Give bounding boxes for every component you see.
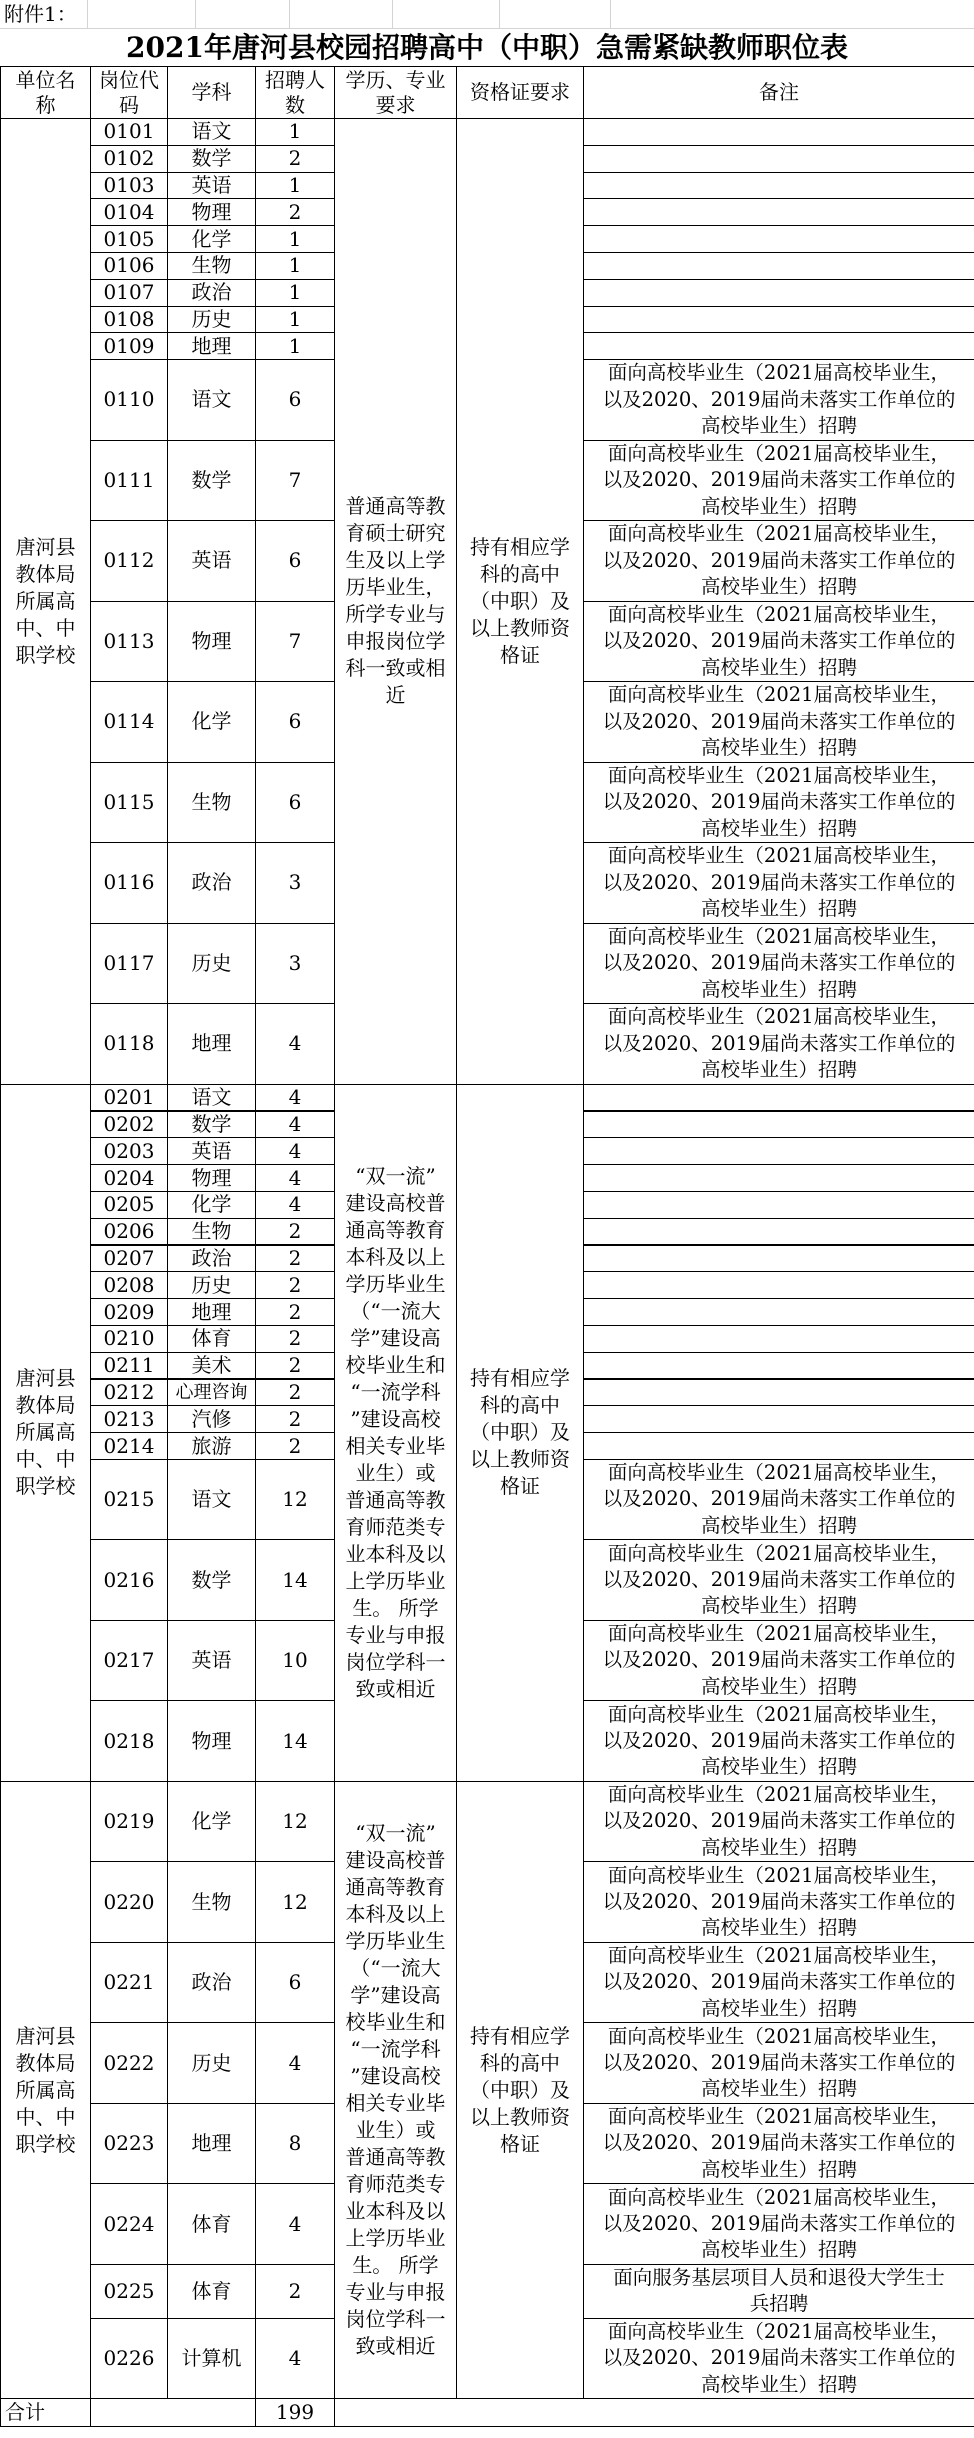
remark: 面向高校毕业生（2021届高校毕业生， 以及2020、2019届尚未落实工作单位的 高校毕业生）招聘	[583, 1861, 974, 1943]
remark	[583, 1218, 974, 1246]
remark	[583, 1111, 974, 1139]
subject: 物理	[167, 1164, 256, 1192]
position-code: 0213	[90, 1405, 168, 1433]
subject: 生物	[167, 252, 256, 280]
position-code: 0109	[90, 332, 168, 360]
recruit-count: 2	[255, 1379, 335, 1407]
subject: 语文	[167, 118, 256, 146]
subject: 地理	[167, 1003, 256, 1085]
recruit-count: 1	[255, 252, 335, 280]
remark	[583, 145, 974, 173]
recruit-count: 12	[255, 1781, 335, 1863]
grid-cell	[500, 0, 611, 29]
education-requirement: “双一流” 建设高校普 通高等教育 本科及以上 学历毕业生 （“一流大 学”建设高 校毕业生和 “一流学科 ”建设高校 相关专业毕 业生）或 普通高等教 育师范类专 业本科及以 上学历毕业 生。 所学 专业与申报 岗位学科一 致或相近	[334, 1781, 457, 2400]
recruit-count: 2	[255, 145, 335, 173]
position-code: 0225	[90, 2264, 168, 2319]
qualification-requirement: 持有相应学 科的高中 （中职）及 以上教师资 格证	[456, 118, 584, 1085]
recruit-count: 2	[255, 1432, 335, 1460]
position-code: 0218	[90, 1700, 168, 1782]
subject: 历史	[167, 2022, 256, 2104]
unit-name: 唐河县 教体局 所属高 中、中 职学校	[0, 1084, 91, 1782]
recruit-count: 1	[255, 172, 335, 200]
remark	[583, 118, 974, 146]
recruit-count: 6	[255, 762, 335, 844]
recruit-count: 2	[255, 1352, 335, 1380]
position-code: 0117	[90, 923, 168, 1005]
subject: 数学	[167, 440, 256, 522]
recruit-count: 6	[255, 1942, 335, 2024]
subject: 生物	[167, 1861, 256, 1943]
position-code: 0118	[90, 1003, 168, 1085]
grid-cell	[611, 0, 974, 29]
remark: 面向高校毕业生（2021届高校毕业生， 以及2020、2019届尚未落实工作单位的 高校毕业生）招聘	[583, 520, 974, 602]
remark: 面向高校毕业生（2021届高校毕业生， 以及2020、2019届尚未落实工作单位的 高校毕业生）招聘	[583, 923, 974, 1005]
subject: 政治	[167, 1942, 256, 2024]
header-count: 招聘人 数	[255, 66, 335, 119]
qualification-requirement: 持有相应学 科的高中 （中职）及 以上教师资 格证	[456, 1781, 584, 2400]
position-code: 0101	[90, 118, 168, 146]
recruit-count: 1	[255, 279, 335, 307]
total-empty	[334, 2398, 974, 2427]
recruit-count: 4	[255, 1084, 335, 1112]
total-label: 合计	[0, 2398, 91, 2427]
recruit-count: 8	[255, 2103, 335, 2185]
recruit-count: 12	[255, 1861, 335, 1943]
subject: 历史	[167, 1271, 256, 1299]
position-code: 0203	[90, 1137, 168, 1165]
recruit-count: 4	[255, 2022, 335, 2104]
total-empty	[90, 2398, 256, 2427]
subject: 数学	[167, 1539, 256, 1621]
remark	[583, 252, 974, 280]
recruit-count: 3	[255, 842, 335, 924]
position-code: 0104	[90, 198, 168, 226]
subject: 地理	[167, 1298, 256, 1326]
remark: 面向高校毕业生（2021届高校毕业生， 以及2020、2019届尚未落实工作单位的 高校毕业生）招聘	[583, 601, 974, 683]
recruit-count: 6	[255, 681, 335, 763]
qualification-requirement: 持有相应学 科的高中 （中职）及 以上教师资 格证	[456, 1084, 584, 1782]
recruit-count: 7	[255, 601, 335, 683]
recruit-count: 2	[255, 1218, 335, 1246]
position-code: 0202	[90, 1111, 168, 1139]
subject: 语文	[167, 1459, 256, 1541]
recruit-count: 2	[255, 1271, 335, 1299]
subject: 地理	[167, 2103, 256, 2185]
subject: 生物	[167, 1218, 256, 1246]
recruit-count: 1	[255, 118, 335, 146]
position-code: 0214	[90, 1432, 168, 1460]
subject: 数学	[167, 1111, 256, 1139]
recruit-count: 2	[255, 1298, 335, 1326]
recruit-count: 3	[255, 923, 335, 1005]
position-code: 0107	[90, 279, 168, 307]
position-code: 0201	[90, 1084, 168, 1112]
position-code: 0113	[90, 601, 168, 683]
subject: 化学	[167, 1191, 256, 1219]
remark: 面向高校毕业生（2021届高校毕业生， 以及2020、2019届尚未落实工作单位的 高校毕业生）招聘	[583, 1700, 974, 1782]
unit-name: 唐河县 教体局 所属高 中、中 职学校	[0, 1781, 91, 2400]
remark: 面向高校毕业生（2021届高校毕业生， 以及2020、2019届尚未落实工作单位的 高校毕业生）招聘	[583, 842, 974, 924]
remark: 面向高校毕业生（2021届高校毕业生， 以及2020、2019届尚未落实工作单位的 高校毕业生）招聘	[583, 359, 974, 441]
position-code: 0106	[90, 252, 168, 280]
position-code: 0224	[90, 2183, 168, 2265]
subject: 英语	[167, 172, 256, 200]
position-code: 0209	[90, 1298, 168, 1326]
position-code: 0102	[90, 145, 168, 173]
position-code: 0215	[90, 1459, 168, 1541]
remark: 面向服务基层项目人员和退役大学生士 兵招聘	[583, 2264, 974, 2319]
recruit-count: 4	[255, 1191, 335, 1219]
position-code: 0212	[90, 1379, 168, 1407]
position-code: 0115	[90, 762, 168, 844]
position-code: 0207	[90, 1245, 168, 1273]
page-title: 2021年唐河县校园招聘高中（中职）急需紧缺教师职位表	[126, 31, 848, 64]
remark: 面向高校毕业生（2021届高校毕业生， 以及2020、2019届尚未落实工作单位的 高校毕业生）招聘	[583, 1781, 974, 1863]
education-requirement: “双一流” 建设高校普 通高等教育 本科及以上 学历毕业生 （“一流大 学”建设高 校毕业生和 “一流学科 ”建设高校 相关专业毕 业生）或 普通高等教 育师范类专 业本科及以 上学历毕业 生。 所学 专业与申报 岗位学科一 致或相近	[334, 1084, 457, 1782]
position-code: 0110	[90, 359, 168, 441]
recruit-count: 4	[255, 1003, 335, 1085]
header-code: 岗位代 码	[90, 66, 168, 119]
subject: 政治	[167, 842, 256, 924]
recruit-count: 14	[255, 1539, 335, 1621]
grid-cell	[290, 0, 393, 29]
remark	[583, 332, 974, 360]
subject: 历史	[167, 923, 256, 1005]
position-code: 0223	[90, 2103, 168, 2185]
subject: 英语	[167, 1620, 256, 1702]
position-code: 0222	[90, 2022, 168, 2104]
recruit-count: 2	[255, 1245, 335, 1273]
remark: 面向高校毕业生（2021届高校毕业生， 以及2020、2019届尚未落实工作单位的 高校毕业生）招聘	[583, 681, 974, 763]
remark: 面向高校毕业生（2021届高校毕业生， 以及2020、2019届尚未落实工作单位的 高校毕业生）招聘	[583, 1942, 974, 2024]
position-code: 0208	[90, 1271, 168, 1299]
grid-cell	[393, 0, 500, 29]
recruit-count: 12	[255, 1459, 335, 1541]
remark	[583, 1084, 974, 1112]
recruit-count: 6	[255, 359, 335, 441]
recruit-count: 1	[255, 332, 335, 360]
subject: 汽修	[167, 1405, 256, 1433]
position-code: 0217	[90, 1620, 168, 1702]
subject: 数学	[167, 145, 256, 173]
subject: 美术	[167, 1352, 256, 1380]
recruit-count: 4	[255, 2183, 335, 2265]
remark: 面向高校毕业生（2021届高校毕业生， 以及2020、2019届尚未落实工作单位的 高校毕业生）招聘	[583, 1620, 974, 1702]
recruit-count: 4	[255, 1111, 335, 1139]
attachment-label: 附件1：	[4, 2, 77, 26]
position-code: 0219	[90, 1781, 168, 1863]
remark	[583, 198, 974, 226]
remark: 面向高校毕业生（2021届高校毕业生， 以及2020、2019届尚未落实工作单位的 高校毕业生）招聘	[583, 1003, 974, 1085]
subject: 化学	[167, 1781, 256, 1863]
education-requirement: 普通高等教 育硕士研究 生及以上学 历毕业生， 所学专业与 申报岗位学 科一致或相 近	[334, 118, 457, 1085]
subject: 物理	[167, 601, 256, 683]
subject: 体育	[167, 1325, 256, 1353]
remark: 面向高校毕业生（2021届高校毕业生， 以及2020、2019届尚未落实工作单位的 高校毕业生）招聘	[583, 1539, 974, 1621]
subject: 政治	[167, 279, 256, 307]
position-code: 0103	[90, 172, 168, 200]
subject: 英语	[167, 520, 256, 602]
position-code: 0116	[90, 842, 168, 924]
remark	[583, 1405, 974, 1433]
position-code: 0206	[90, 1218, 168, 1246]
remark	[583, 1164, 974, 1192]
position-code: 0211	[90, 1352, 168, 1380]
subject: 地理	[167, 332, 256, 360]
subject: 历史	[167, 306, 256, 334]
subject: 计算机	[167, 2318, 256, 2400]
subject: 心理咨询	[167, 1379, 256, 1407]
remark: 面向高校毕业生（2021届高校毕业生， 以及2020、2019届尚未落实工作单位的 高校毕业生）招聘	[583, 2103, 974, 2185]
position-code: 0111	[90, 440, 168, 522]
remark: 面向高校毕业生（2021届高校毕业生， 以及2020、2019届尚未落实工作单位的 高校毕业生）招聘	[583, 2022, 974, 2104]
remark	[583, 1137, 974, 1165]
recruit-count: 2	[255, 1325, 335, 1353]
subject: 政治	[167, 1245, 256, 1273]
unit-name: 唐河县 教体局 所属高 中、中 职学校	[0, 118, 91, 1085]
recruit-count: 4	[255, 1137, 335, 1165]
subject: 语文	[167, 1084, 256, 1112]
subject: 物理	[167, 198, 256, 226]
remark	[583, 225, 974, 253]
position-code: 0216	[90, 1539, 168, 1621]
subject: 英语	[167, 1137, 256, 1165]
subject: 化学	[167, 225, 256, 253]
subject: 语文	[167, 359, 256, 441]
subject: 体育	[167, 2264, 256, 2319]
remark	[583, 1271, 974, 1299]
header-qualification: 资格证要求	[456, 66, 584, 119]
recruit-count: 2	[255, 1405, 335, 1433]
position-code: 0226	[90, 2318, 168, 2400]
remark	[583, 279, 974, 307]
remark: 面向高校毕业生（2021届高校毕业生， 以及2020、2019届尚未落实工作单位的 高校毕业生）招聘	[583, 1459, 974, 1541]
remark: 面向高校毕业生（2021届高校毕业生， 以及2020、2019届尚未落实工作单位的 高校毕业生）招聘	[583, 2318, 974, 2400]
position-code: 0108	[90, 306, 168, 334]
header-subject: 学科	[167, 66, 256, 119]
position-code: 0220	[90, 1861, 168, 1943]
remark	[583, 1432, 974, 1460]
recruit-count: 2	[255, 2264, 335, 2319]
position-code: 0210	[90, 1325, 168, 1353]
position-code: 0221	[90, 1942, 168, 2024]
remark	[583, 1352, 974, 1380]
recruit-count: 1	[255, 225, 335, 253]
position-code: 0112	[90, 520, 168, 602]
grid-cell	[196, 0, 290, 29]
remark	[583, 1191, 974, 1219]
remark	[583, 172, 974, 200]
total-count: 199	[255, 2398, 335, 2427]
recruit-count: 1	[255, 306, 335, 334]
remark	[583, 1379, 974, 1407]
remark: 面向高校毕业生（2021届高校毕业生， 以及2020、2019届尚未落实工作单位的 高校毕业生）招聘	[583, 440, 974, 522]
recruit-count: 4	[255, 2318, 335, 2400]
recruit-count: 14	[255, 1700, 335, 1782]
recruit-count: 2	[255, 198, 335, 226]
recruit-count: 10	[255, 1620, 335, 1702]
header-education: 学历、专业 要求	[334, 66, 457, 119]
recruit-count: 6	[255, 520, 335, 602]
remark	[583, 1325, 974, 1353]
position-code: 0105	[90, 225, 168, 253]
remark: 面向高校毕业生（2021届高校毕业生， 以及2020、2019届尚未落实工作单位的 高校毕业生）招聘	[583, 2183, 974, 2265]
position-code: 0204	[90, 1164, 168, 1192]
recruit-count: 7	[255, 440, 335, 522]
position-code: 0114	[90, 681, 168, 763]
remark: 面向高校毕业生（2021届高校毕业生， 以及2020、2019届尚未落实工作单位的 高校毕业生）招聘	[583, 762, 974, 844]
header-unit: 单位名 称	[0, 66, 91, 119]
subject: 体育	[167, 2183, 256, 2265]
subject: 生物	[167, 762, 256, 844]
recruit-count: 4	[255, 1164, 335, 1192]
subject: 物理	[167, 1700, 256, 1782]
subject: 旅游	[167, 1432, 256, 1460]
remark	[583, 1245, 974, 1273]
subject: 化学	[167, 681, 256, 763]
position-code: 0205	[90, 1191, 168, 1219]
remark	[583, 306, 974, 334]
header-remark: 备注	[583, 66, 974, 119]
remark	[583, 1298, 974, 1326]
